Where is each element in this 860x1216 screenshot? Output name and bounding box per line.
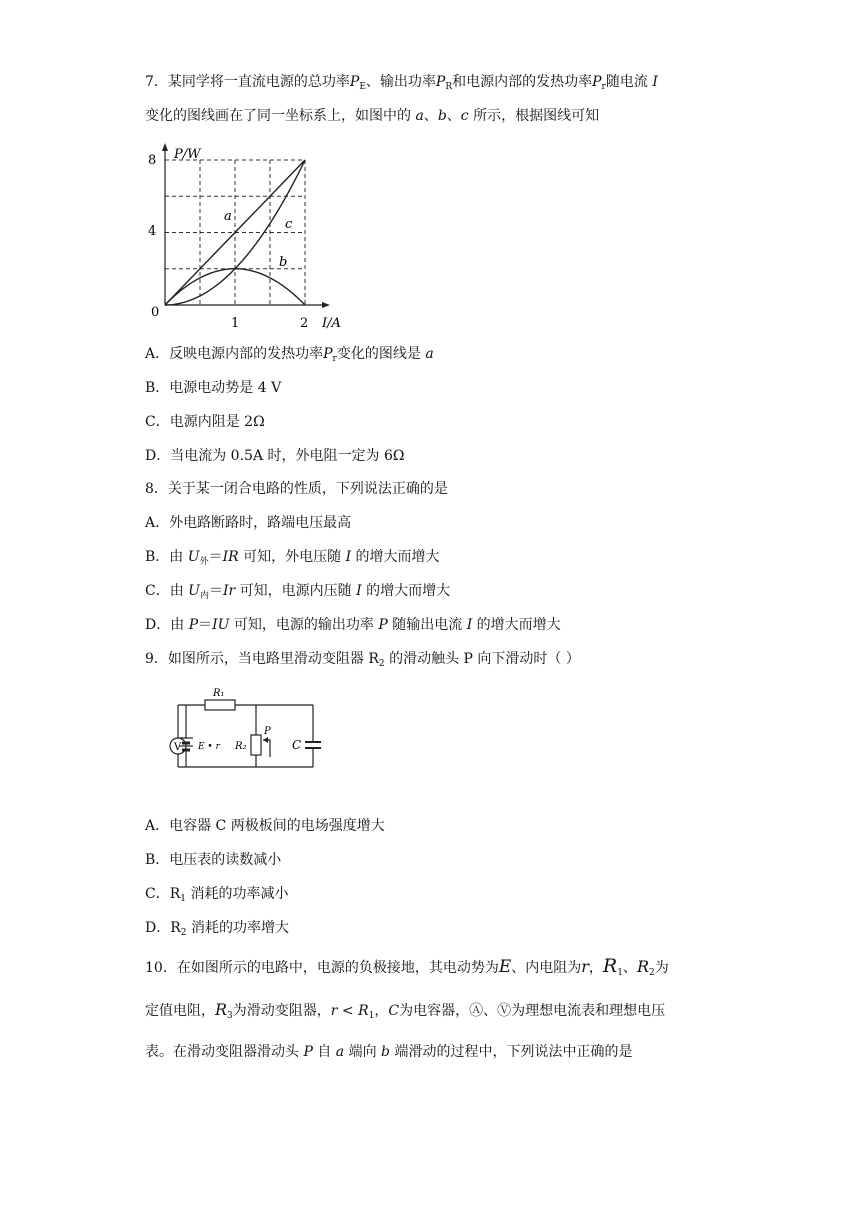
option-text: C．R <box>145 886 181 902</box>
q7-text: 所示，根据图线可知 <box>473 108 600 124</box>
var-a: a <box>425 346 434 362</box>
sub-2: 2 <box>180 928 187 938</box>
option-text: 变化的图线是 <box>336 346 421 362</box>
y-axis-label: P/W <box>174 147 201 162</box>
sep: 、 <box>423 108 438 124</box>
eq: ＝ <box>208 549 223 565</box>
sub-r: r <box>332 354 337 364</box>
sub-1: 1 <box>368 1011 375 1021</box>
q7-text: 随电流 <box>605 74 648 90</box>
q8-option-c[interactable] <box>145 581 450 606</box>
x-tick-2: 2 <box>300 316 309 331</box>
q7-text: 和电源内部的发热功率 <box>452 74 593 90</box>
option-text: 的增大而增大 <box>472 617 561 633</box>
q7-sub-r: R <box>445 82 453 92</box>
var-r1: R <box>602 955 618 977</box>
var-p: P <box>188 617 199 633</box>
stem-text: 10．在如图所示的电路中，电源的负极接地，其电动势为 <box>145 960 499 976</box>
emf-label: E • r <box>198 742 220 752</box>
q7-stem-line2 <box>145 106 599 126</box>
sub-3: 3 <box>227 1011 233 1021</box>
x-axis-label: I/A <box>322 316 341 331</box>
q7-option-a[interactable] <box>145 344 434 369</box>
q7-sub-e: E <box>359 82 366 92</box>
eq: ＝ <box>198 617 213 633</box>
option-text: D．R <box>145 920 181 936</box>
circuit-diagram <box>168 682 338 782</box>
q9-option-b[interactable]: B．电压表的读数减小 <box>145 852 282 868</box>
sub-1: 1 <box>617 968 623 978</box>
q8-stem: 8．关于某一闭合电路的性质，下列说法正确的是 <box>145 481 448 497</box>
stem-text: 端滑动的过程中，下列说法中正确的是 <box>394 1044 633 1060</box>
var-i: I <box>466 617 473 633</box>
q7-text: 、输出功率 <box>365 74 436 90</box>
y-axis-arrow <box>162 143 168 151</box>
option-text: 的增大而增大 <box>351 549 440 565</box>
eq: ＝ <box>209 583 223 599</box>
var-i: I <box>345 549 352 565</box>
q10-stem-line3 <box>145 1042 632 1062</box>
y-tick-4: 4 <box>148 224 157 239</box>
slider-arrow <box>263 737 268 743</box>
curve-label-a: a <box>224 209 232 224</box>
stem-text: 为电容器，Ⓐ、Ⓥ为理想电流表和理想电压 <box>399 1003 666 1019</box>
var-r: r <box>581 957 589 976</box>
q8-option-d[interactable] <box>145 615 561 635</box>
stem-text: 自 <box>317 1044 332 1060</box>
var-e: E <box>498 957 512 977</box>
var-c: C <box>388 1003 400 1019</box>
q7-var-p: P <box>349 74 360 90</box>
curve-label-c: c <box>285 217 293 232</box>
q7-var-i: I <box>652 74 658 90</box>
var-i: I <box>356 583 362 599</box>
q7-var-a: a <box>415 108 424 124</box>
stem-text: ， <box>588 960 603 976</box>
stem-text: 为 <box>654 960 669 976</box>
stem-text: 、 <box>622 960 637 976</box>
var-iu: IU <box>212 617 230 633</box>
option-text: B．由 <box>145 549 188 565</box>
option-text: 可知，电源内压随 <box>235 583 357 599</box>
r2-label: R₂ <box>235 741 247 752</box>
stem-text: 、内电阻为 <box>511 960 582 976</box>
stem-text: 9．如图所示，当电路里滑动变阻器 R <box>145 651 379 667</box>
q8-option-b[interactable] <box>145 547 440 572</box>
resistor-r1 <box>205 700 235 710</box>
q9-option-a[interactable]: A．电容器 C 两极板间的电场强度增大 <box>145 818 385 834</box>
voltmeter-label: V <box>174 742 182 753</box>
stem-text: 表。在滑动变阻器滑动头 <box>145 1044 299 1060</box>
q9-option-d[interactable] <box>145 918 289 943</box>
sub-wai: 外 <box>199 557 209 567</box>
var-r2: R <box>636 957 649 976</box>
var-ir: IR <box>222 549 239 565</box>
slider-wire <box>263 740 270 757</box>
stem-text: 定值电阻， <box>145 1003 215 1019</box>
option-text: D．由 <box>145 617 189 633</box>
option-text: 的增大而增大 <box>361 583 451 599</box>
var-ir: Ir <box>223 583 236 599</box>
origin-label: 0 <box>151 305 160 320</box>
q7-var-b: b <box>437 108 447 124</box>
q7-option-c[interactable]: C．电源内阻是 2Ω <box>145 414 265 430</box>
p-label: P <box>264 726 271 737</box>
option-text: 可知，电源的输出功率 <box>229 617 379 633</box>
sub-2: 2 <box>378 659 385 669</box>
option-text: 可知，外电压随 <box>238 549 346 565</box>
q7-var-p: P <box>435 74 446 90</box>
stem-text: 为滑动变阻器， <box>232 1003 331 1019</box>
var-b: b <box>381 1044 391 1060</box>
var-a: a <box>335 1044 345 1060</box>
q7-text: 7．某同学将一直流电源的总功率 <box>145 74 350 90</box>
q7-text: 变化的图线画在了同一坐标系上，如图中的 <box>145 108 411 124</box>
var-p: P <box>378 617 388 633</box>
x-tick-1: 1 <box>231 316 240 331</box>
stem-text: ， <box>374 1003 389 1019</box>
var-u: U <box>188 583 200 599</box>
q7-var-c: c <box>460 108 469 124</box>
sub-2: 2 <box>649 968 655 978</box>
option-text: A．反映电源内部的发热功率 <box>145 346 324 362</box>
q9-stem <box>145 649 580 674</box>
q7-option-d[interactable]: D．当电流为 0.5A 时，外电阻一定为 6Ω <box>145 448 405 464</box>
var-r1: R <box>358 1003 369 1019</box>
curve-label-b: b <box>279 255 288 270</box>
var-r: r <box>330 1003 338 1019</box>
q7-sub-rr: r <box>601 82 606 92</box>
var-u: U <box>187 549 200 565</box>
sub-nei: 内 <box>199 591 209 601</box>
sep: 、 <box>446 108 461 124</box>
q10-stem-line1 <box>145 956 669 983</box>
q7-stem-line1 <box>145 72 658 97</box>
lt: < <box>337 1003 359 1019</box>
stem-text: 的滑动触头 P 向下滑动时（ ） <box>384 651 580 667</box>
q10-stem-line2 <box>145 1000 665 1026</box>
q8-option-a[interactable]: A．外电路断路时，路端电压最高 <box>145 515 352 531</box>
option-text: 消耗的功率减小 <box>186 886 289 902</box>
var-p: P <box>323 346 333 362</box>
q7-var-p: P <box>592 74 602 90</box>
stem-text: 端向 <box>348 1044 377 1060</box>
option-text: 消耗的功率增大 <box>186 920 289 936</box>
rheostat-r2 <box>251 735 261 755</box>
c-label: C <box>292 738 302 752</box>
power-current-graph <box>140 140 360 340</box>
y-tick-8: 8 <box>148 153 157 168</box>
option-text: C．由 <box>145 583 189 599</box>
q7-option-b[interactable]: B．电源电动势是 4 V <box>145 380 282 396</box>
sub-1: 1 <box>180 894 186 904</box>
var-p: P <box>303 1044 313 1060</box>
x-axis-arrow <box>322 302 330 308</box>
var-r3: R <box>215 1000 228 1019</box>
r1-label: R₁ <box>213 688 225 699</box>
q9-option-c[interactable] <box>145 884 288 909</box>
option-text: 随输出电流 <box>387 617 467 633</box>
